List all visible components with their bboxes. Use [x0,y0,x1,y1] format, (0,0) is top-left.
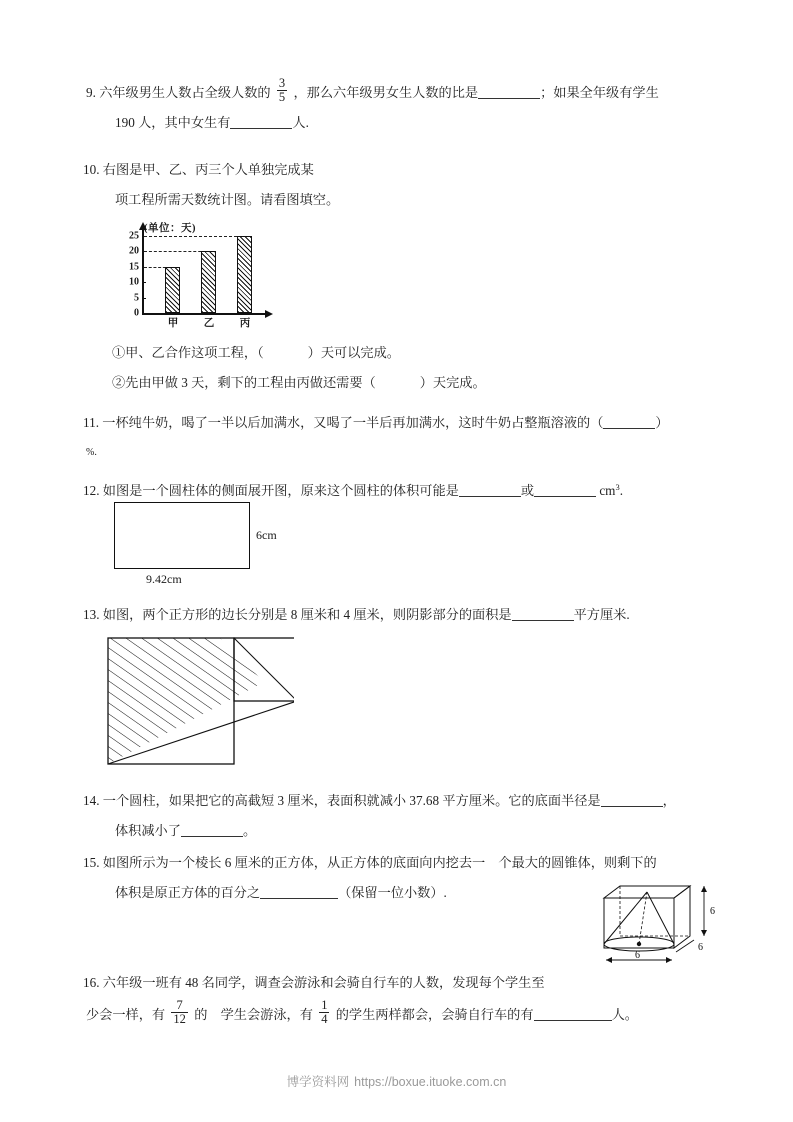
cube-height-label: 6 [710,906,715,917]
question-10-sub-1 [112,338,400,368]
question-11-line-2 [86,438,97,468]
cone-base-center [637,942,641,946]
rectangle-height-label: 6cm [256,528,277,542]
question-13-text-b: 平方厘米. [573,607,630,622]
question-10-text-b: 项工程所需天数统计图。请看图填空。 [115,192,340,207]
chart-xlabel-jia: 甲 [167,318,179,329]
cube-depth-label: 6 [698,942,703,953]
bar-jia [165,267,180,314]
question-15-text-b: 体积是原正方体的百分之 [115,885,261,900]
chart-ytick-5: 5 [134,292,139,303]
question-9-line-2 [115,108,309,138]
question-12-text-b: 或 [520,483,535,498]
question-16-number: 16. [83,975,100,990]
question-11-text-a: 一杯纯牛奶，喝了一半以后加满水，又喝了一半后再加满水，这时牛奶占整瓶溶液的（ [102,415,604,430]
question-15-text-c: （保留一位小数）. [338,885,447,900]
fraction-denominator: 4 [321,1012,328,1027]
question-12-text-a: 如图是一个圆柱体的侧面展开图，原来这个圆柱的体积可能是 [102,483,459,498]
bar-yi [201,251,216,313]
question-10-sub2-text-b: ）天完成。 [419,375,486,390]
footer-url: https://boxue.ituoke.com.cn [354,1075,507,1089]
answer-blank[interactable] [534,1020,612,1021]
question-9-line-1 [86,78,659,108]
question-14-line-2 [115,816,256,846]
fraction-numerator: 3 [278,76,286,91]
chart-ytick-10: 10 [129,276,139,288]
answer-blank[interactable] [601,806,663,807]
dimension-depth-line [676,940,694,952]
arrow-up [701,886,707,892]
question-11-text-c: %. [86,447,97,458]
chart-ytick-25: 25 [129,230,139,241]
fraction-one-quarter [319,999,329,1026]
cube-right-face [674,886,690,948]
fraction-denominator: 12 [173,1012,186,1027]
question-9-text-a: 六年级男生人数占全级人数的 [99,85,271,100]
two-squares-svg [104,634,294,774]
question-14-number: 14. [83,793,100,808]
answer-blank[interactable] [459,496,521,497]
two-squares-shaded-figure [104,634,294,774]
days-bar-chart [118,222,278,332]
question-9-text-c: ；如果全年级有学生 [540,85,659,100]
cube-cone-svg [596,882,730,968]
answer-blank[interactable] [260,898,338,899]
answer-blank[interactable] [181,836,243,837]
footer-site-name: 博学资料网 [286,1075,350,1089]
question-10-sub2-text-a: ②先由甲做 3 天，剩下的工程由丙做还需要（ [112,375,376,390]
question-14-text-d: 。 [242,823,257,838]
question-15-text-a: 如图所示为一个棱长 6 厘米的正方体，从正方体的底面向内挖去一 个最大的圆锥体，则剩下的 [102,855,657,870]
answer-blank[interactable] [478,98,540,99]
question-12-number: 12. [83,483,100,498]
question-10-number: 10. [83,162,100,177]
question-12-text-d: . [619,483,623,498]
arrow-left [606,957,612,963]
chart-unit-label: (单位：天) [144,223,196,234]
question-15-number: 15. [83,855,100,870]
question-16-text-c: 的 学生会游泳，有 [194,1007,313,1022]
question-9-text-d: 190 人，其中女生有 [115,115,231,130]
question-16-text-d: 的学生两样都会，会骑自行车的有 [335,1007,534,1022]
question-13-text-a: 如图，两个正方形的边长分别是 8 厘米和 4 厘米，则阴影部分的面积是 [102,607,512,622]
question-9-text-e: 人. [292,115,309,130]
question-15-line-2 [115,878,447,908]
fraction-seven-twelfths [171,999,188,1026]
chart-ytick-15: 15 [129,261,139,272]
bar-bing [237,236,252,314]
question-10-sub-2 [112,368,486,398]
question-10-sub1-text-b: ）天可以完成。 [307,345,400,360]
fraction-numerator: 1 [321,998,328,1013]
question-12-line-1 [83,472,623,506]
question-10-sub1-text-a: ①甲、乙合作这项工程，（ [112,345,264,360]
question-9-number: 9. [86,85,96,100]
question-14-text-c: 体积减小了 [115,823,181,838]
question-10-text-a: 右图是甲、乙、丙三个人单独完成某 [102,162,314,177]
question-16-text-b: 少会一样，有 [86,1007,166,1022]
arrow-right [666,957,672,963]
shaded-region [104,634,294,774]
question-10-line-1 [83,155,314,185]
rectangle-width-label: 9.42cm [146,572,182,586]
question-11-number: 11. [83,415,99,430]
question-16-line-2 [86,1000,638,1030]
page-footer [0,1072,793,1090]
fraction-denominator: 5 [278,90,286,105]
arrow-down [701,930,707,936]
question-15-line-1 [83,848,657,878]
answer-blank[interactable] [534,496,596,497]
question-16-text-a: 六年级一班有 48 名同学，调查会游泳和会骑自行车的人数，发现每个学生至 [102,975,545,990]
question-9-text-b: ，那么六年级男女生人数的比是 [293,85,479,100]
answer-blank[interactable] [230,128,292,129]
cube-with-cone-figure [596,882,730,968]
fraction-three-fifths [277,77,287,104]
chart-ytick-0: 0 [134,307,139,319]
answer-blank[interactable] [603,428,655,429]
question-14-text-b: ， [662,793,676,808]
cylinder-lateral-surface-rectangle [114,502,250,569]
question-12-text-c: cm [599,483,616,498]
question-14-text-a: 一个圆柱，如果把它的高截短 3 厘米，表面积就减小 37.68 平方厘米。它的底面半径是 [102,793,601,808]
cube-width-label: 6 [635,950,640,961]
chart-xlabel-bing: 丙 [239,318,251,329]
question-10-line-2 [115,185,339,215]
question-16-line-1 [83,968,545,998]
question-12-superscript: 3 [615,482,620,492]
question-11-text-b: ） [655,415,669,430]
question-16-text-e: 人。 [611,1007,638,1022]
chart-xlabel-yi: 乙 [203,318,215,329]
question-13-number: 13. [83,607,100,622]
question-13-line-1 [83,600,630,630]
question-11-line-1 [83,408,669,438]
fraction-numerator: 7 [176,998,183,1013]
answer-blank[interactable] [512,620,574,621]
chart-ytick-20: 20 [129,245,139,257]
question-14-line-1 [83,786,676,816]
